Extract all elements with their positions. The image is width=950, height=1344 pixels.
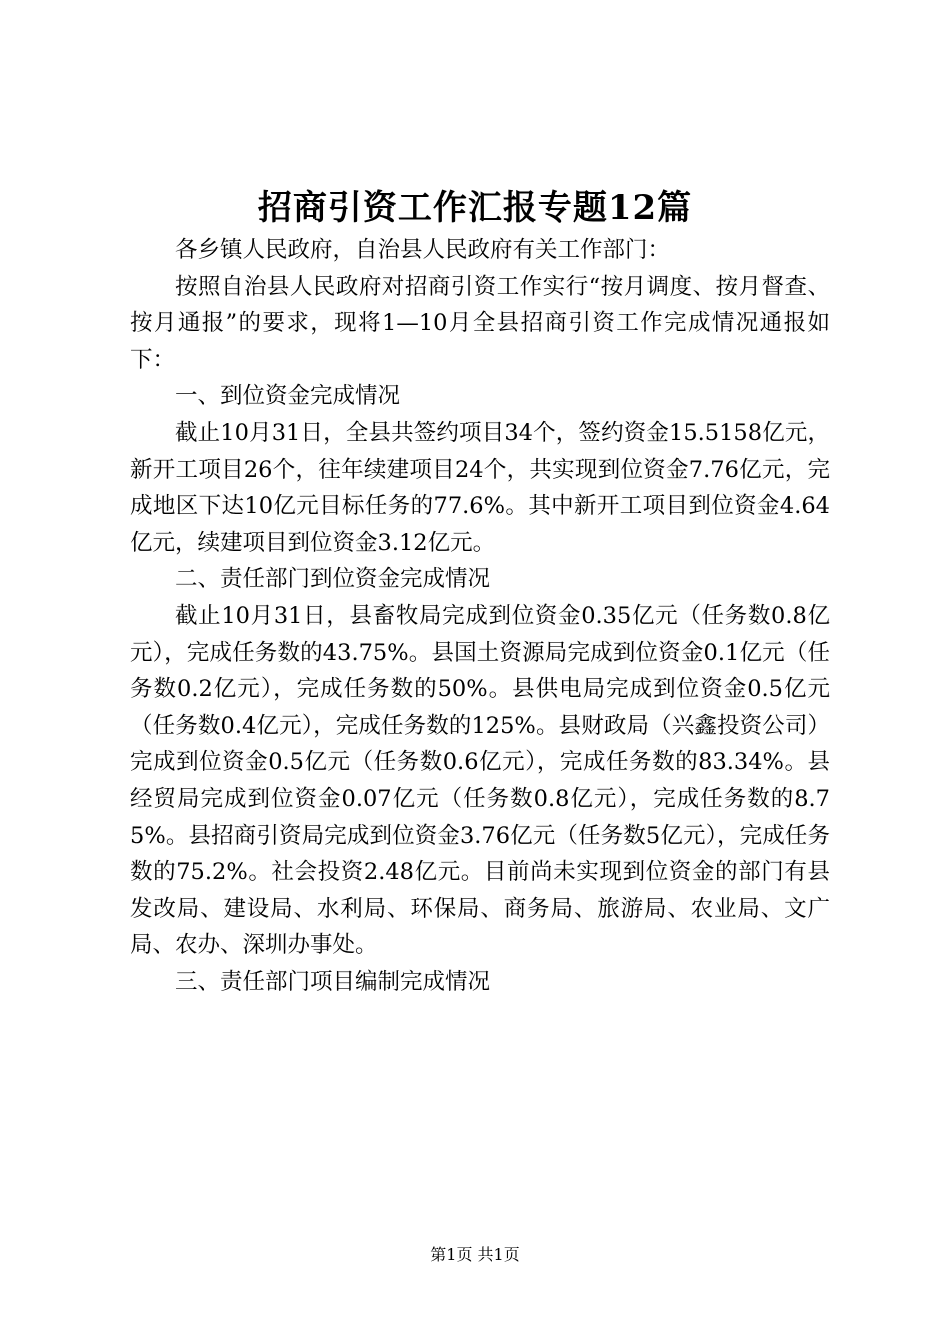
section-2-paragraph: 截止10月31日，县畜牧局完成到位资金0.35亿元（任务数0.8亿元），完成任务数的43.75%。县国土资源局完成到位资金0.1亿元（任务数0.2亿元），完成任务数的50%。县供电局完成到位资金0.5亿元（任务数0.4亿元），完成任务数的125%。县财政局（兴鑫投资公司）完成到位资金0.5亿元（任务数0.6亿元），完成任务数的83.34%。县经贸局完成到位资金0.07亿元（任务数0.8亿元），完成任务数的8.75%。县招商引资局完成到位资金3.76亿元（任务数5亿元），完成任务数的75.2%。社会投资2.48亿元。目前尚未实现到位资金的部门有县发改局、建设局、水利局、环保局、商务局、旅游局、农业局、文广局、农办、深圳办事处。 [130, 602, 830, 959]
document-body [130, 232, 830, 1000]
section-heading-2: 二、责任部门到位资金完成情况 [175, 566, 491, 593]
section-1-paragraph: 截止10月31日，全县共签约项目34个，签约资金15.5158亿元，新开工项目26个，往年续建项目24个，共实现到位资金7.76亿元，完成地区下达10亿元目标任务的77.6%。其中新开工项目到位资金4.64亿元，续建项目到位资金3.12亿元。 [130, 419, 830, 556]
document-title: 招商引资工作汇报专题12篇 [257, 188, 693, 228]
section-heading-3: 三、责任部门项目编制完成情况 [175, 968, 491, 995]
salutation-paragraph: 各乡镇人民政府，自治县人民政府有关工作部门： [175, 237, 671, 263]
section-heading-1: 一、到位资金完成情况 [175, 383, 401, 410]
page-footer: 第1页 共1页 [430, 1245, 520, 1264]
intro-paragraph: 按照自治县人民政府对招商引资工作实行“按月调度、按月督查、按月通报”的要求，现将1—10月全县招商引资工作完成情况通报如下： [130, 273, 830, 373]
